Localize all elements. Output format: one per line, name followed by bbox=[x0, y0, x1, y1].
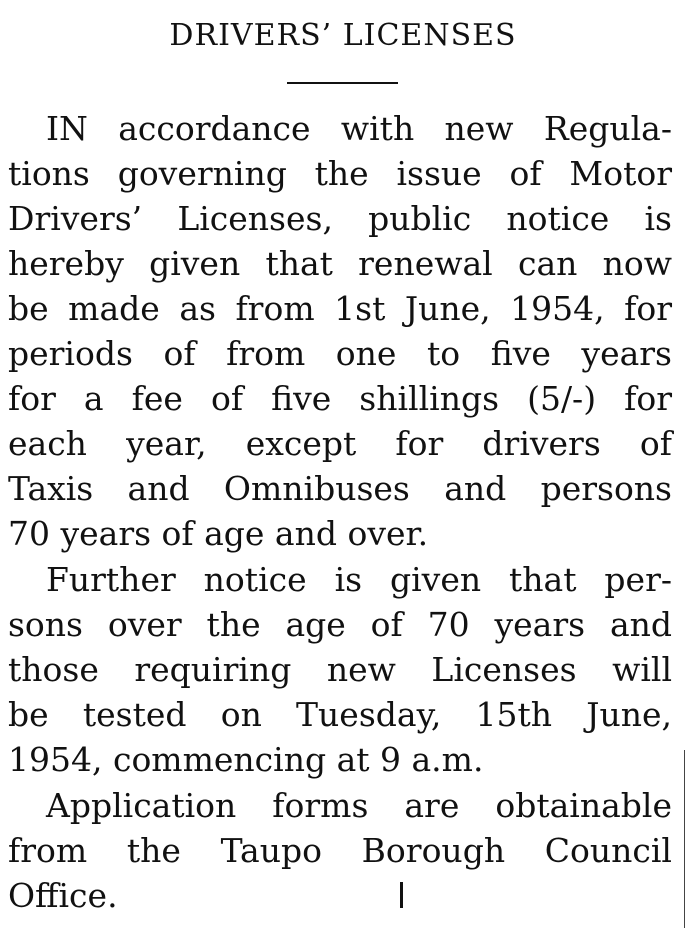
paragraph-2-line-4: be tested on Tuesday, 15th June, bbox=[8, 695, 672, 734]
notice-heading: DRIVERS’ LICENSES bbox=[169, 18, 517, 53]
paragraph-1-line-9: Taxis and Omnibuses and persons bbox=[8, 469, 672, 508]
paragraph-2-line-2: sons over the age of 70 years and bbox=[8, 605, 672, 644]
paragraph-1-line-6: periods of from one to five years bbox=[8, 334, 672, 373]
paragraph-1-line-3: Drivers’ Licenses, public notice is bbox=[8, 199, 672, 238]
print-blemish bbox=[400, 882, 403, 908]
column-edge-mark bbox=[684, 750, 685, 928]
paragraph-1-line-1: IN accordance with new Regula- bbox=[46, 109, 672, 148]
paragraph-2-line-3: those requiring new Licenses will bbox=[8, 650, 672, 689]
paragraph-1-line-4: hereby given that renewal can now bbox=[8, 244, 672, 283]
paragraph-2-line-1: Further notice is given that per- bbox=[46, 560, 672, 599]
paragraph-2-line-5: 1954, commencing at 9 a.m. bbox=[8, 740, 484, 779]
paragraph-1-line-8: each year, except for drivers of bbox=[8, 424, 672, 463]
paragraph-3-line-1: Application forms are obtainable bbox=[46, 786, 672, 825]
heading-divider bbox=[287, 82, 398, 84]
paragraph-1-line-2: tions governing the issue of Motor bbox=[8, 154, 672, 193]
paragraph-1-line-7: for a fee of five shillings (5/-) for bbox=[8, 379, 672, 418]
paragraph-1-line-10: 70 years of age and over. bbox=[8, 514, 429, 553]
paragraph-3-line-2: from the Taupo Borough Council bbox=[8, 831, 672, 870]
paragraph-3-line-3: Office. bbox=[8, 876, 118, 915]
paragraph-1-line-5: be made as from 1st June, 1954, for bbox=[8, 289, 672, 328]
